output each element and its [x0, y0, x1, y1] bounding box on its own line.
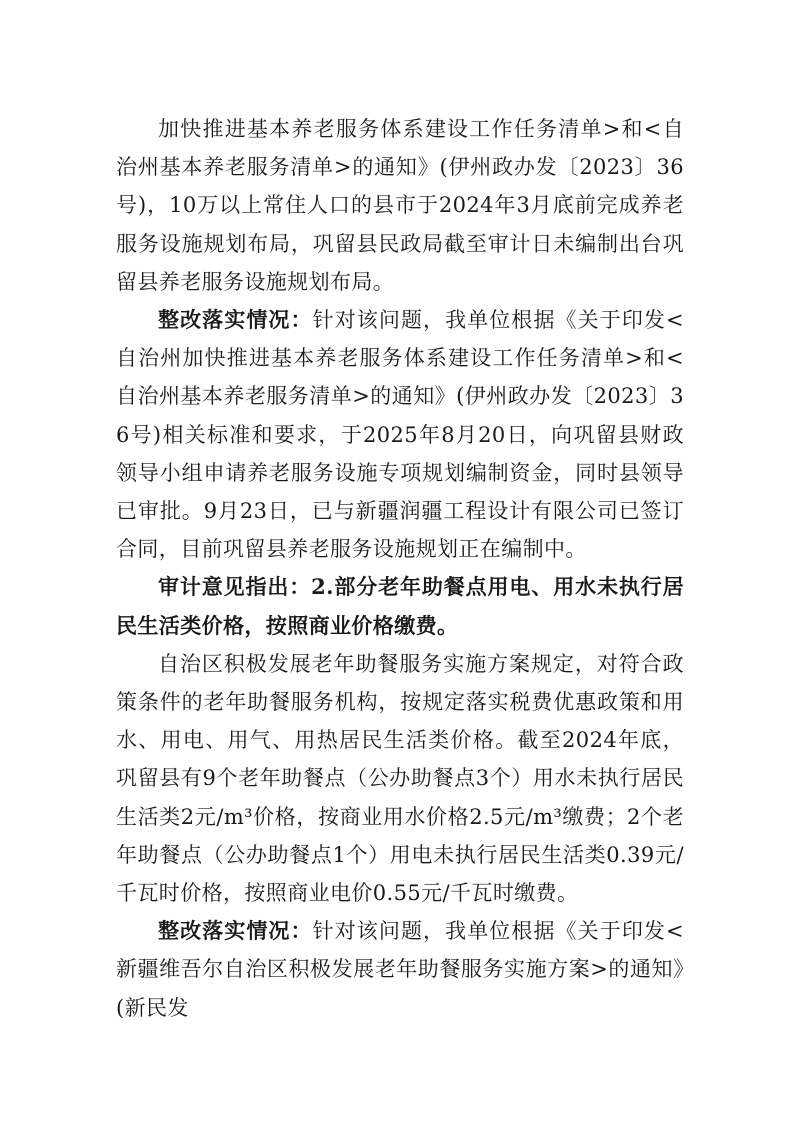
paragraph-2	[116, 301, 684, 568]
rectification-lead-2: 整改落实情况：	[158, 918, 313, 944]
audit-opinion-heading: 审计意见指出：2.部分老年助餐点用电、用水未执行居民生活类价格，按照商业价格缴费。	[116, 574, 684, 638]
document-page	[116, 110, 684, 1027]
rectification-lead-1: 整改落实情况：	[158, 307, 313, 333]
paragraph-2-text: 针对该问题，我单位根据《关于印发<自治州加快推进基本养老服务体系建设工作任务清单>和<自治州基本养老服务清单>的通知》(伊州政办发〔2023〕36号)相关标准和要求，于2025年8月20日，向巩留县财政领导小组申请养老服务设施专项规划编制资金，同时县领导已审批。9月23日，已与新疆润疆工程设计有限公司已签订合同，目前巩留县养老服务设施规划正在编制中。	[116, 308, 684, 562]
paragraph-5-text: 针对该问题，我单位根据《关于印发<新疆维吾尔自治区积极发展老年助餐服务实施方案>的通知》(新民发	[116, 919, 684, 1020]
paragraph-4: 自治区积极发展老年助餐服务实施方案规定，对符合政策条件的老年助餐服务机构，按规定落实税费优惠政策和用水、用电、用气、用热居民生活类价格。截至2024年底，巩留县有9个老年助餐点（公办助餐点3个）用水未执行居民生活类2元/m³价格，按商业用水价格2.5元/m³缴费；2个老年助餐点（公办助餐点1个）用电未执行居民生活类0.39元/千瓦时价格，按照商业电价0.55元/千瓦时缴费。	[116, 651, 684, 906]
paragraph-5	[116, 912, 684, 1027]
paragraph-1: 加快推进基本养老服务体系建设工作任务清单>和<自治州基本养老服务清单>的通知》(伊州政办发〔2023〕36号)，10万以上常住人口的县市于2024年3月底前完成养老服务设施规划布局，巩留县民政局截至审计日未编制出台巩留县养老服务设施规划布局。	[116, 117, 684, 294]
